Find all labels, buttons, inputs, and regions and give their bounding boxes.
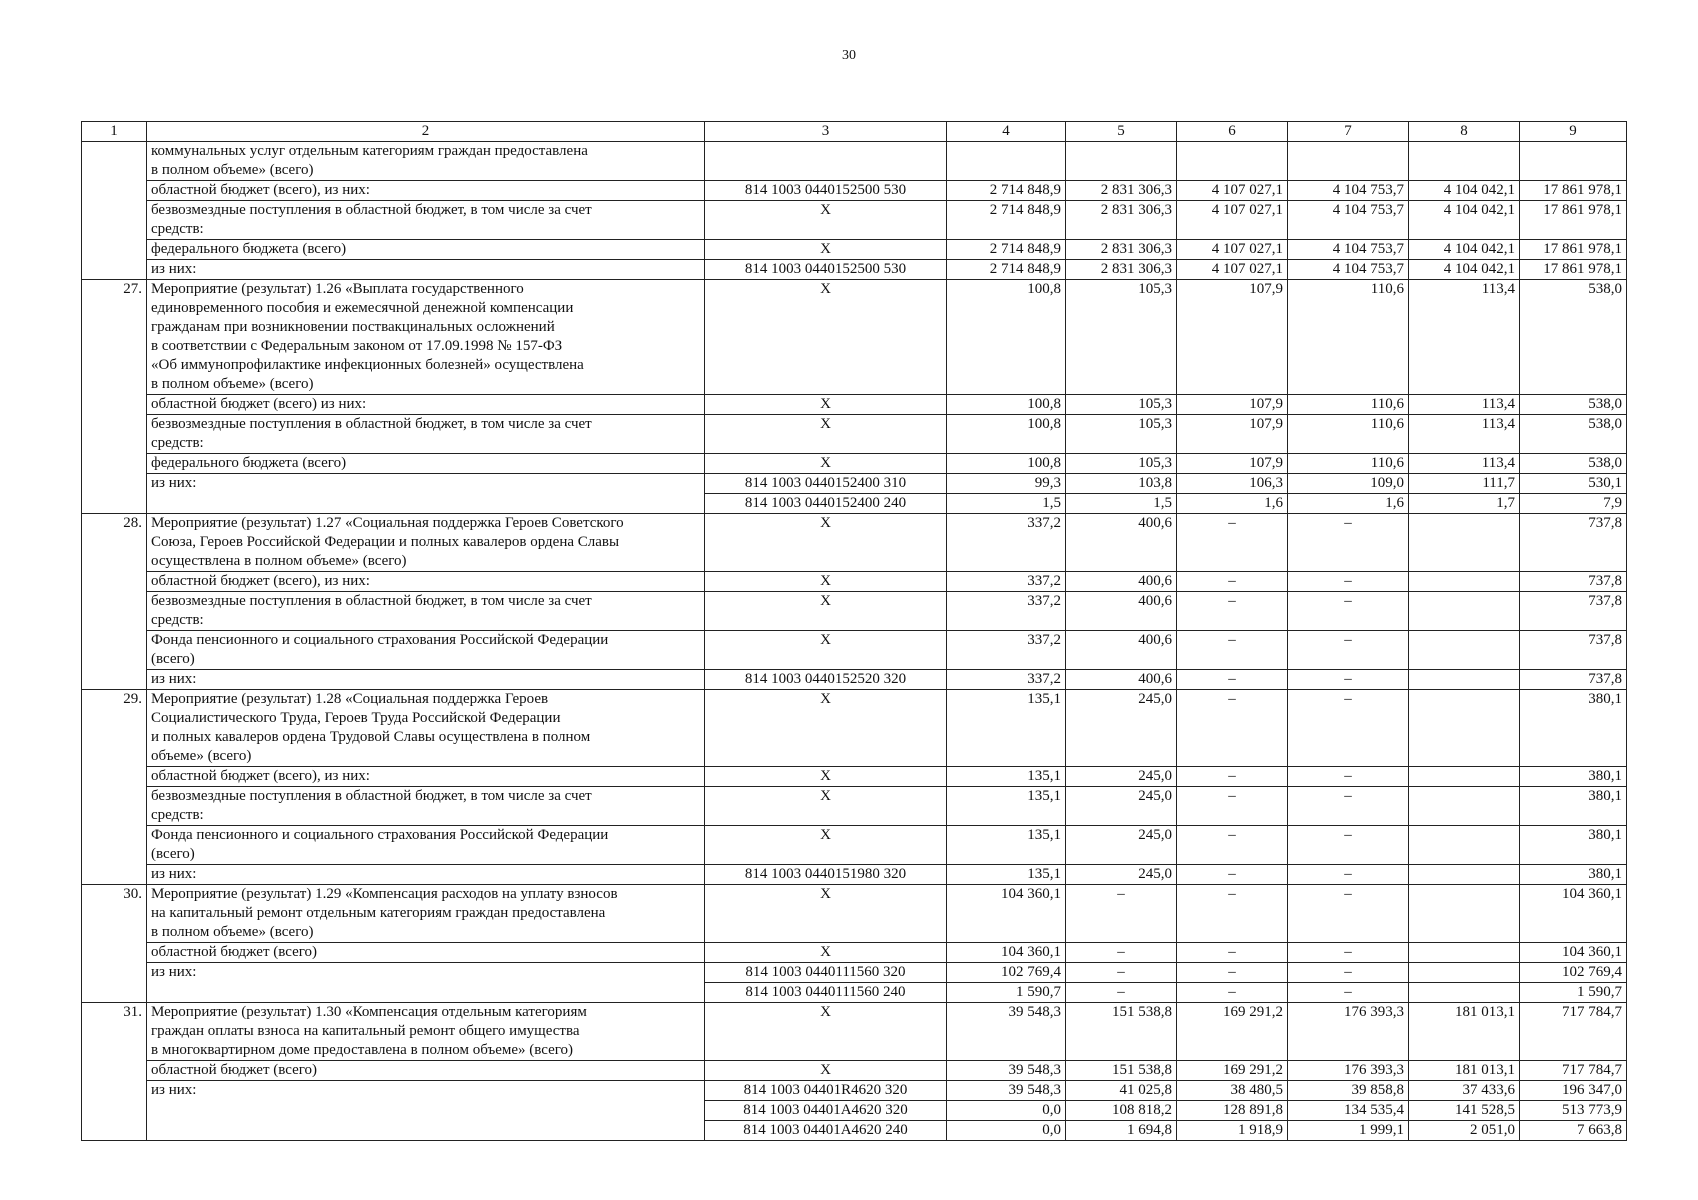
amount-cell: 245,0 bbox=[1066, 767, 1177, 787]
table-row bbox=[82, 142, 1627, 181]
table-row bbox=[82, 865, 1627, 885]
amount-cell: 107,9 bbox=[1177, 280, 1288, 395]
amount-cell: 1,6 bbox=[1177, 494, 1288, 514]
amount-cell bbox=[1409, 631, 1520, 670]
amount-cell: 105,3 bbox=[1066, 395, 1177, 415]
budget-code: 814 1003 04401R4620 320 bbox=[705, 1081, 947, 1101]
amount-cell: 181 013,1 bbox=[1409, 1061, 1520, 1081]
budget-code: X bbox=[705, 415, 947, 454]
amount-cell bbox=[1409, 592, 1520, 631]
amount-cell: 99,3 bbox=[947, 474, 1066, 494]
amount-cell: 169 291,2 bbox=[1177, 1061, 1288, 1081]
amount-cell: – bbox=[1177, 592, 1288, 631]
table-row bbox=[82, 670, 1627, 690]
column-header: 3 bbox=[705, 122, 947, 142]
amount-cell: 717 784,7 bbox=[1520, 1003, 1627, 1061]
budget-code: X bbox=[705, 826, 947, 865]
amount-cell: 104 360,1 bbox=[1520, 885, 1627, 943]
budget-code: X bbox=[705, 1003, 947, 1061]
amount-cell bbox=[1288, 142, 1409, 181]
amount-cell: 135,1 bbox=[947, 787, 1066, 826]
table-row bbox=[82, 280, 1627, 395]
amount-cell: 135,1 bbox=[947, 865, 1066, 885]
amount-cell: 737,8 bbox=[1520, 670, 1627, 690]
amount-cell: 110,6 bbox=[1288, 395, 1409, 415]
table-row bbox=[82, 474, 1627, 494]
row-description: коммунальных услуг отдельным категориям граждан предоставлена в полном объеме» (всего) bbox=[147, 142, 705, 181]
row-description: федерального бюджета (всего) bbox=[147, 240, 705, 260]
amount-cell: 337,2 bbox=[947, 592, 1066, 631]
table-row bbox=[82, 514, 1627, 572]
amount-cell: 4 104 042,1 bbox=[1409, 181, 1520, 201]
amount-cell: 380,1 bbox=[1520, 767, 1627, 787]
amount-cell: 169 291,2 bbox=[1177, 1003, 1288, 1061]
row-index: 31. bbox=[82, 1003, 147, 1141]
amount-cell bbox=[1409, 865, 1520, 885]
amount-cell: – bbox=[1288, 983, 1409, 1003]
row-description: Мероприятие (результат) 1.29 «Компенсация расходов на уплату взносов на капитальный ремонт отдельным категориям граждан предоставлена в полном объеме» (всего) bbox=[147, 885, 705, 943]
budget-code: X bbox=[705, 592, 947, 631]
amount-cell: 400,6 bbox=[1066, 592, 1177, 631]
amount-cell: 4 104 753,7 bbox=[1288, 240, 1409, 260]
amount-cell: – bbox=[1177, 826, 1288, 865]
table-row bbox=[82, 395, 1627, 415]
amount-cell: – bbox=[1288, 514, 1409, 572]
amount-cell: 2 714 848,9 bbox=[947, 260, 1066, 280]
amount-cell bbox=[1409, 963, 1520, 983]
amount-cell: 105,3 bbox=[1066, 454, 1177, 474]
amount-cell: 337,2 bbox=[947, 631, 1066, 670]
amount-cell: – bbox=[1066, 943, 1177, 963]
amount-cell: – bbox=[1177, 943, 1288, 963]
budget-code: X bbox=[705, 690, 947, 767]
amount-cell: 4 104 753,7 bbox=[1288, 181, 1409, 201]
amount-cell: 107,9 bbox=[1177, 415, 1288, 454]
table-row bbox=[82, 787, 1627, 826]
table-row bbox=[82, 767, 1627, 787]
amount-cell: – bbox=[1177, 572, 1288, 592]
budget-code: X bbox=[705, 767, 947, 787]
row-description: из них: bbox=[147, 865, 705, 885]
column-header: 9 bbox=[1520, 122, 1627, 142]
amount-cell: 1 590,7 bbox=[1520, 983, 1627, 1003]
amount-cell: 245,0 bbox=[1066, 826, 1177, 865]
amount-cell: 0,0 bbox=[947, 1121, 1066, 1141]
row-description: областной бюджет (всего) bbox=[147, 1061, 705, 1081]
amount-cell: 113,4 bbox=[1409, 454, 1520, 474]
amount-cell: 17 861 978,1 bbox=[1520, 260, 1627, 280]
amount-cell bbox=[1409, 514, 1520, 572]
page-number: 30 bbox=[842, 48, 856, 63]
amount-cell bbox=[947, 142, 1066, 181]
amount-cell: 1 590,7 bbox=[947, 983, 1066, 1003]
budget-code: X bbox=[705, 787, 947, 826]
amount-cell: 106,3 bbox=[1177, 474, 1288, 494]
amount-cell: 100,8 bbox=[947, 415, 1066, 454]
amount-cell: 100,8 bbox=[947, 395, 1066, 415]
amount-cell: 2 714 848,9 bbox=[947, 201, 1066, 240]
row-description: из них: bbox=[147, 474, 705, 514]
budget-code: X bbox=[705, 514, 947, 572]
amount-cell: 107,9 bbox=[1177, 454, 1288, 474]
amount-cell: 135,1 bbox=[947, 767, 1066, 787]
amount-cell: 102 769,4 bbox=[1520, 963, 1627, 983]
amount-cell: 4 107 027,1 bbox=[1177, 240, 1288, 260]
budget-code: X bbox=[705, 201, 947, 240]
amount-cell: – bbox=[1288, 631, 1409, 670]
amount-cell: 108 818,2 bbox=[1066, 1101, 1177, 1121]
row-description: областной бюджет (всего) bbox=[147, 943, 705, 963]
table-row bbox=[82, 415, 1627, 454]
amount-cell: 538,0 bbox=[1520, 415, 1627, 454]
amount-cell: 1 999,1 bbox=[1288, 1121, 1409, 1141]
amount-cell: 380,1 bbox=[1520, 826, 1627, 865]
amount-cell: 2 051,0 bbox=[1409, 1121, 1520, 1141]
budget-code: 814 1003 0440152400 240 bbox=[705, 494, 947, 514]
amount-cell: – bbox=[1177, 767, 1288, 787]
amount-cell: 113,4 bbox=[1409, 395, 1520, 415]
amount-cell: 37 433,6 bbox=[1409, 1081, 1520, 1101]
row-description: безвозмездные поступления в областной бюджет, в том числе за счет средств: bbox=[147, 787, 705, 826]
amount-cell: – bbox=[1288, 787, 1409, 826]
amount-cell: 110,6 bbox=[1288, 280, 1409, 395]
amount-cell: 380,1 bbox=[1520, 865, 1627, 885]
amount-cell: 4 107 027,1 bbox=[1177, 201, 1288, 240]
row-description: безвозмездные поступления в областной бюджет, в том числе за счет средств: bbox=[147, 201, 705, 240]
amount-cell: 2 831 306,3 bbox=[1066, 201, 1177, 240]
amount-cell: – bbox=[1177, 885, 1288, 943]
table-row bbox=[82, 1061, 1627, 1081]
budget-code: 814 1003 0440111560 320 bbox=[705, 963, 947, 983]
budget-code: 814 1003 0440111560 240 bbox=[705, 983, 947, 1003]
amount-cell bbox=[1409, 690, 1520, 767]
amount-cell: – bbox=[1177, 865, 1288, 885]
row-description: областной бюджет (всего), из них: bbox=[147, 181, 705, 201]
row-index bbox=[82, 142, 147, 280]
amount-cell: 400,6 bbox=[1066, 631, 1177, 670]
amount-cell: 4 107 027,1 bbox=[1177, 260, 1288, 280]
amount-cell bbox=[1409, 826, 1520, 865]
amount-cell: 128 891,8 bbox=[1177, 1101, 1288, 1121]
amount-cell: 102 769,4 bbox=[947, 963, 1066, 983]
amount-cell bbox=[1520, 142, 1627, 181]
amount-cell: – bbox=[1288, 670, 1409, 690]
row-description: безвозмездные поступления в областной бюджет, в том числе за счет средств: bbox=[147, 592, 705, 631]
column-header: 2 bbox=[147, 122, 705, 142]
amount-cell: 538,0 bbox=[1520, 395, 1627, 415]
row-description: областной бюджет (всего), из них: bbox=[147, 572, 705, 592]
amount-cell: – bbox=[1177, 963, 1288, 983]
amount-cell: 104 360,1 bbox=[1520, 943, 1627, 963]
amount-cell: 39 548,3 bbox=[947, 1003, 1066, 1061]
amount-cell: 135,1 bbox=[947, 690, 1066, 767]
amount-cell bbox=[1409, 983, 1520, 1003]
amount-cell: 17 861 978,1 bbox=[1520, 240, 1627, 260]
amount-cell: 400,6 bbox=[1066, 514, 1177, 572]
amount-cell: 2 831 306,3 bbox=[1066, 240, 1177, 260]
budget-code: X bbox=[705, 240, 947, 260]
amount-cell bbox=[1409, 767, 1520, 787]
amount-cell: 513 773,9 bbox=[1520, 1101, 1627, 1121]
column-header: 5 bbox=[1066, 122, 1177, 142]
amount-cell: 104 360,1 bbox=[947, 885, 1066, 943]
table-row bbox=[82, 943, 1627, 963]
table-row bbox=[82, 963, 1627, 983]
row-description: областной бюджет (всего) из них: bbox=[147, 395, 705, 415]
budget-code: 814 1003 04401A4620 240 bbox=[705, 1121, 947, 1141]
amount-cell: 103,8 bbox=[1066, 474, 1177, 494]
amount-cell bbox=[1066, 142, 1177, 181]
amount-cell: 737,8 bbox=[1520, 514, 1627, 572]
amount-cell: 141 528,5 bbox=[1409, 1101, 1520, 1121]
amount-cell: 1,5 bbox=[1066, 494, 1177, 514]
budget-code: 814 1003 0440152500 530 bbox=[705, 181, 947, 201]
table-row bbox=[82, 260, 1627, 280]
row-description: Фонда пенсионного и социального страхования Российской Федерации (всего) bbox=[147, 826, 705, 865]
amount-cell: 2 831 306,3 bbox=[1066, 260, 1177, 280]
amount-cell: 538,0 bbox=[1520, 280, 1627, 395]
amount-cell: – bbox=[1066, 963, 1177, 983]
amount-cell: 113,4 bbox=[1409, 415, 1520, 454]
amount-cell: 151 538,8 bbox=[1066, 1003, 1177, 1061]
table-row bbox=[82, 1081, 1627, 1101]
budget-code: X bbox=[705, 572, 947, 592]
row-description: Мероприятие (результат) 1.26 «Выплата государственного единовременного пособия и ежемесячной денежной компенсации гражданам при возникновении поствакцинальных осложнений в соответствии с Федеральным законом от 17.09.1998 № 157-ФЗ «Об иммунопрофилактике инфекционных болезней» осуществлена в полном объеме» (всего) bbox=[147, 280, 705, 395]
row-description: Мероприятие (результат) 1.30 «Компенсация отдельным категориям граждан оплаты взноса на капитальный ремонт общего имущества в многоквартирном доме предоставлена в полном объеме» (всего) bbox=[147, 1003, 705, 1061]
row-description: Фонда пенсионного и социального страхования Российской Федерации (всего) bbox=[147, 631, 705, 670]
table-row bbox=[82, 201, 1627, 240]
amount-cell: 337,2 bbox=[947, 514, 1066, 572]
amount-cell: – bbox=[1288, 943, 1409, 963]
table-row bbox=[82, 181, 1627, 201]
amount-cell: 4 104 042,1 bbox=[1409, 201, 1520, 240]
amount-cell: 196 347,0 bbox=[1520, 1081, 1627, 1101]
amount-cell: 111,7 bbox=[1409, 474, 1520, 494]
amount-cell: 17 861 978,1 bbox=[1520, 181, 1627, 201]
budget-code: X bbox=[705, 1061, 947, 1081]
amount-cell: 100,8 bbox=[947, 454, 1066, 474]
amount-cell: 7,9 bbox=[1520, 494, 1627, 514]
amount-cell bbox=[1409, 670, 1520, 690]
amount-cell: 4 107 027,1 bbox=[1177, 181, 1288, 201]
amount-cell: 737,8 bbox=[1520, 631, 1627, 670]
row-index: 27. bbox=[82, 280, 147, 514]
amount-cell: 337,2 bbox=[947, 572, 1066, 592]
amount-cell: 109,0 bbox=[1288, 474, 1409, 494]
amount-cell: 380,1 bbox=[1520, 690, 1627, 767]
amount-cell: 107,9 bbox=[1177, 395, 1288, 415]
table-row bbox=[82, 592, 1627, 631]
amount-cell: – bbox=[1177, 631, 1288, 670]
budget-code: X bbox=[705, 943, 947, 963]
amount-cell bbox=[1409, 142, 1520, 181]
amount-cell: – bbox=[1288, 592, 1409, 631]
amount-cell: – bbox=[1288, 690, 1409, 767]
amount-cell: 7 663,8 bbox=[1520, 1121, 1627, 1141]
amount-cell: 110,6 bbox=[1288, 415, 1409, 454]
amount-cell: 245,0 bbox=[1066, 787, 1177, 826]
amount-cell: 337,2 bbox=[947, 670, 1066, 690]
amount-cell: 17 861 978,1 bbox=[1520, 201, 1627, 240]
budget-code: X bbox=[705, 280, 947, 395]
amount-cell: 1 918,9 bbox=[1177, 1121, 1288, 1141]
amount-cell: 105,3 bbox=[1066, 415, 1177, 454]
column-header: 4 bbox=[947, 122, 1066, 142]
amount-cell: 1,6 bbox=[1288, 494, 1409, 514]
row-description: Мероприятие (результат) 1.27 «Социальная поддержка Героев Советского Союза, Героев Российской Федерации и полных кавалеров ордена Славы осуществлена в полном объеме» (всего) bbox=[147, 514, 705, 572]
amount-cell: 4 104 753,7 bbox=[1288, 201, 1409, 240]
amount-cell: 0,0 bbox=[947, 1101, 1066, 1121]
amount-cell: – bbox=[1177, 670, 1288, 690]
amount-cell: 538,0 bbox=[1520, 454, 1627, 474]
amount-cell: 737,8 bbox=[1520, 592, 1627, 631]
row-index: 28. bbox=[82, 514, 147, 690]
amount-cell: 104 360,1 bbox=[947, 943, 1066, 963]
amount-cell bbox=[1409, 572, 1520, 592]
row-description: Мероприятие (результат) 1.28 «Социальная поддержка Героев Социалистического Труда, Героев Труда Российской Федерации и полных кавалеров ордена Трудовой Славы осуществлена в полном объеме» (всего) bbox=[147, 690, 705, 767]
amount-cell: 41 025,8 bbox=[1066, 1081, 1177, 1101]
table-row bbox=[82, 826, 1627, 865]
amount-cell: 1 694,8 bbox=[1066, 1121, 1177, 1141]
row-description: из них: bbox=[147, 1081, 705, 1141]
budget-code: 814 1003 0440152520 320 bbox=[705, 670, 947, 690]
budget-code: X bbox=[705, 395, 947, 415]
amount-cell: – bbox=[1288, 767, 1409, 787]
amount-cell: 2 714 848,9 bbox=[947, 181, 1066, 201]
amount-cell: 400,6 bbox=[1066, 572, 1177, 592]
amount-cell: – bbox=[1288, 826, 1409, 865]
amount-cell: – bbox=[1177, 514, 1288, 572]
amount-cell: 181 013,1 bbox=[1409, 1003, 1520, 1061]
amount-cell: 2 831 306,3 bbox=[1066, 181, 1177, 201]
amount-cell: – bbox=[1066, 885, 1177, 943]
amount-cell: – bbox=[1177, 983, 1288, 1003]
header-row bbox=[82, 122, 1627, 142]
budget-code: 814 1003 0440152400 310 bbox=[705, 474, 947, 494]
amount-cell: 39 548,3 bbox=[947, 1081, 1066, 1101]
row-description: федерального бюджета (всего) bbox=[147, 454, 705, 474]
amount-cell: – bbox=[1288, 572, 1409, 592]
amount-cell: 2 714 848,9 bbox=[947, 240, 1066, 260]
table-row bbox=[82, 1003, 1627, 1061]
budget-code: X bbox=[705, 885, 947, 943]
budget-table bbox=[81, 121, 1627, 1141]
budget-code: 814 1003 04401A4620 320 bbox=[705, 1101, 947, 1121]
row-index: 29. bbox=[82, 690, 147, 885]
amount-cell: – bbox=[1177, 690, 1288, 767]
column-header: 8 bbox=[1409, 122, 1520, 142]
amount-cell: – bbox=[1288, 885, 1409, 943]
amount-cell: 245,0 bbox=[1066, 690, 1177, 767]
amount-cell bbox=[1409, 787, 1520, 826]
amount-cell: 135,1 bbox=[947, 826, 1066, 865]
amount-cell: 100,8 bbox=[947, 280, 1066, 395]
amount-cell: 39 548,3 bbox=[947, 1061, 1066, 1081]
table-row bbox=[82, 572, 1627, 592]
table-row bbox=[82, 631, 1627, 670]
amount-cell: – bbox=[1066, 983, 1177, 1003]
budget-code bbox=[705, 142, 947, 181]
amount-cell: 737,8 bbox=[1520, 572, 1627, 592]
amount-cell: – bbox=[1177, 787, 1288, 826]
amount-cell: 176 393,3 bbox=[1288, 1003, 1409, 1061]
row-index: 30. bbox=[82, 885, 147, 1003]
amount-cell: 105,3 bbox=[1066, 280, 1177, 395]
column-header: 6 bbox=[1177, 122, 1288, 142]
amount-cell: 1,7 bbox=[1409, 494, 1520, 514]
amount-cell: 245,0 bbox=[1066, 865, 1177, 885]
amount-cell: 38 480,5 bbox=[1177, 1081, 1288, 1101]
amount-cell: 1,5 bbox=[947, 494, 1066, 514]
row-description: из них: bbox=[147, 963, 705, 1003]
amount-cell: – bbox=[1288, 963, 1409, 983]
amount-cell: 113,4 bbox=[1409, 280, 1520, 395]
amount-cell: 134 535,4 bbox=[1288, 1101, 1409, 1121]
row-description: областной бюджет (всего), из них: bbox=[147, 767, 705, 787]
amount-cell: 4 104 042,1 bbox=[1409, 260, 1520, 280]
amount-cell: 530,1 bbox=[1520, 474, 1627, 494]
column-header: 1 bbox=[82, 122, 147, 142]
column-header: 7 bbox=[1288, 122, 1409, 142]
amount-cell: – bbox=[1288, 865, 1409, 885]
amount-cell: 39 858,8 bbox=[1288, 1081, 1409, 1101]
table-row bbox=[82, 454, 1627, 474]
amount-cell: 400,6 bbox=[1066, 670, 1177, 690]
budget-code: 814 1003 0440151980 320 bbox=[705, 865, 947, 885]
amount-cell: 4 104 042,1 bbox=[1409, 240, 1520, 260]
row-description: из них: bbox=[147, 670, 705, 690]
amount-cell bbox=[1409, 885, 1520, 943]
row-description: из них: bbox=[147, 260, 705, 280]
amount-cell: 380,1 bbox=[1520, 787, 1627, 826]
budget-code: X bbox=[705, 631, 947, 670]
amount-cell bbox=[1177, 142, 1288, 181]
amount-cell: 151 538,8 bbox=[1066, 1061, 1177, 1081]
amount-cell: 176 393,3 bbox=[1288, 1061, 1409, 1081]
amount-cell: 110,6 bbox=[1288, 454, 1409, 474]
budget-code: 814 1003 0440152500 530 bbox=[705, 260, 947, 280]
row-description: безвозмездные поступления в областной бюджет, в том числе за счет средств: bbox=[147, 415, 705, 454]
budget-code: X bbox=[705, 454, 947, 474]
amount-cell: 4 104 753,7 bbox=[1288, 260, 1409, 280]
amount-cell: 717 784,7 bbox=[1520, 1061, 1627, 1081]
table-row bbox=[82, 240, 1627, 260]
table-row bbox=[82, 885, 1627, 943]
amount-cell bbox=[1409, 943, 1520, 963]
table-row bbox=[82, 690, 1627, 767]
